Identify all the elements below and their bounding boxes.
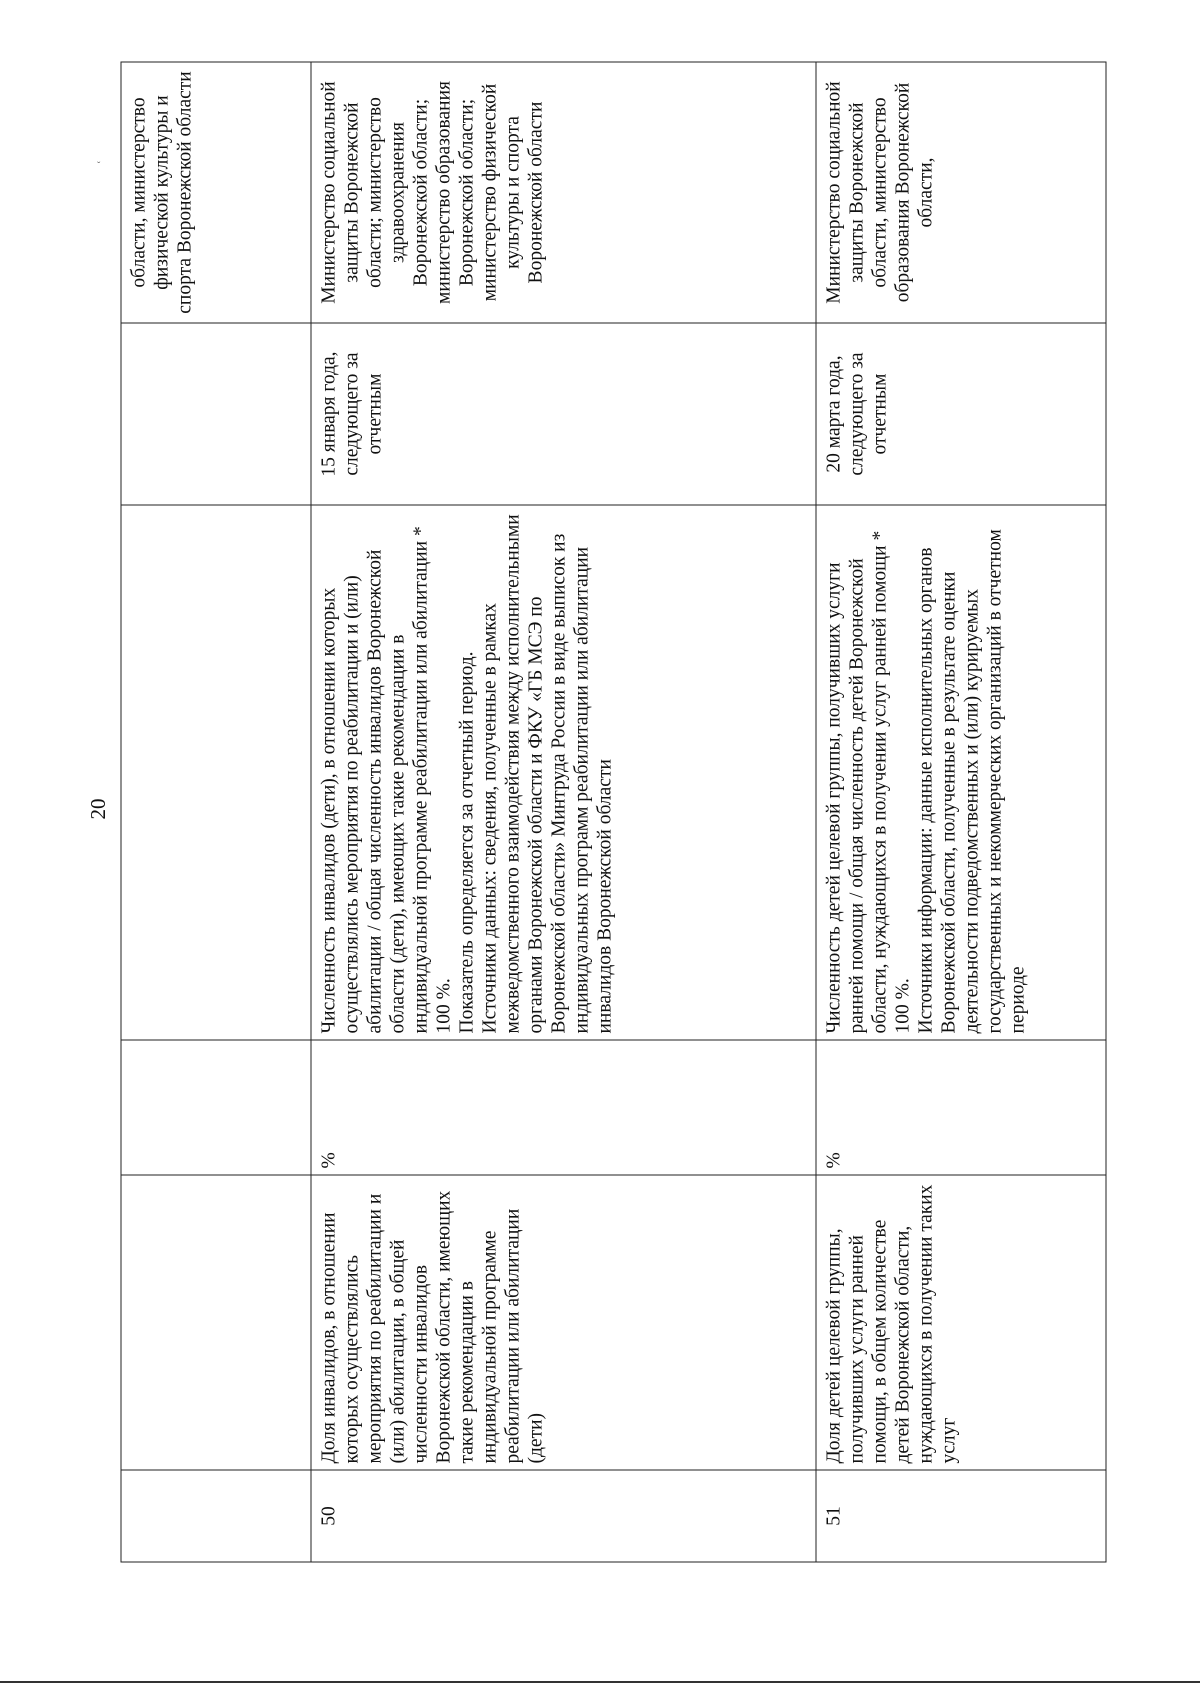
calculation-method [816,505,1106,1040]
scan-mark: ˇ [97,161,101,172]
indicator-name: Доля детей целевой группы, получивших услуги ранней помощи, в общем количестве детей Воронежской области, нуждающихся в получении таких услуг [816,1175,1106,1470]
reporting-deadline: 15 января года, следующего за отчетным [311,323,816,505]
cell-responsible-cont: области, министерство физической культуры и спорта Воронежской области [121,62,311,323]
cell-name-cont [121,1175,311,1470]
unit-of-measure: % [311,1040,816,1175]
page-number: 20 [86,798,110,820]
responsible-body: Министерство социальной защиты Воронежской области; министерство здравоохранения Воронежской области; министерство образования Воронежской области; министерство физической культуры и спорта Воронежской области [311,62,816,323]
cell-deadline-cont [121,323,311,505]
table-row [311,62,816,1562]
unit-of-measure: % [816,1040,1106,1175]
row-number: 51 [816,1470,1106,1562]
method-formula: Численность детей целевой группы, получивших услуги ранней помощи / общая численность детей Воронежской области, нуждающихся в получении услуг ранней помощи * 100 %. [823,530,913,1033]
method-sources: Источники информации: данные исполнительных органов Воронежской области, полученные в результате оценки деятельности подведомственных и (или) курируемых государственных и некоммерческих организаций в отчетном периоде [915,528,1028,1033]
bottom-rule [0,1681,1200,1683]
reporting-deadline: 20 марта года, следующего за отчетным [816,323,1106,505]
cell-method-cont [121,505,311,1040]
responsible-body: Министерство социальной защиты Воронежской области, министерство образования Воронежской области, [816,62,1106,323]
table-row-continuation [121,62,311,1562]
method-period: Показатель определяется за отчетный период. [456,650,477,1033]
rotated-table-container [120,62,1105,1562]
indicator-name: Доля инвалидов, в отношении которых осуществлялись мероприятия по реабилитации и (или) абилитации, в общей численности инвалидов Воронежской области, имеющих такие рекомендации в индивидуальной программе реабилитации или абилитации (дети) [311,1175,816,1470]
indicators-table [120,61,1106,1562]
cell-unit-cont [121,1040,311,1175]
calculation-method [311,505,816,1040]
table-row [816,62,1106,1562]
method-formula: Численность инвалидов (дети), в отношении которых осуществлялись мероприятия по реабилитации и (или) абилитации / общая численность инвалидов Воронежской области (дети), имеющих такие рекомендации в индивидуальной программе реабилитации или абилитации * 100 %. [318,525,454,1033]
row-number: 50 [311,1470,816,1562]
method-sources: Источники данных: сведения, полученные в рамках межведомственного взаимодействия между исполнительными органами Воронежской области и ФКУ «ГБ МСЭ по Воронежской области» Минтруда России в виде выписок из индивидуальных программ реабилитации или абилитации инвалидов Воронежской области [479,513,615,1033]
cell-num-cont [121,1470,311,1562]
